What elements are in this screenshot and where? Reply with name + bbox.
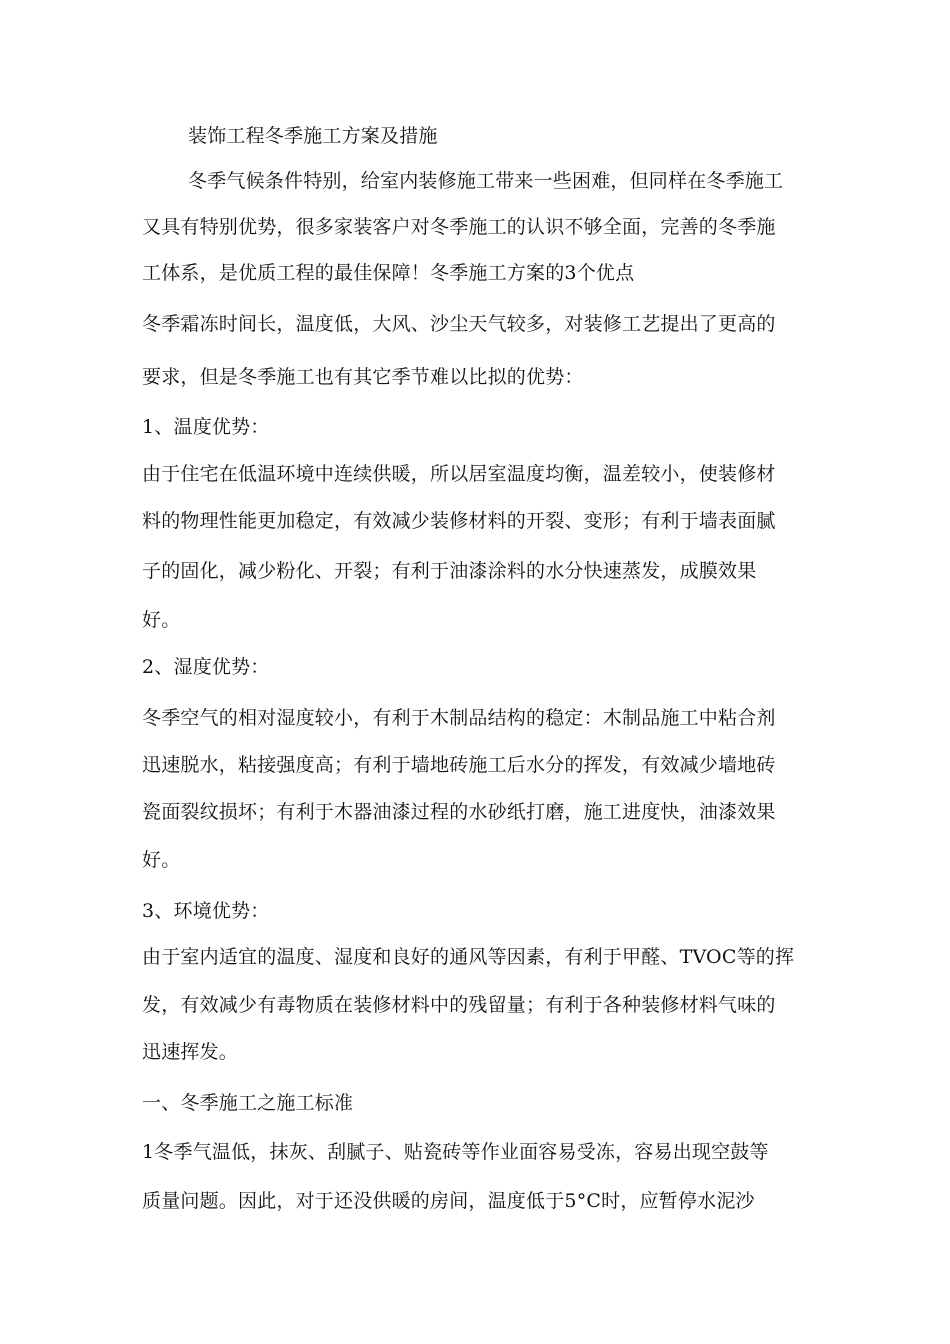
intro-line-1: 冬季气候条件特别，给室内装修施工带来一些困难，但同样在冬季施工 bbox=[188, 170, 784, 192]
temperature-line-1: 由于住宅在低温环境中连续供暖，所以居室温度均衡，温差较小，使装修材 bbox=[142, 463, 776, 485]
standard-line-2: 质量问题。因此，对于还没供暖的房间，温度低于5°C时，应暂停水泥沙 bbox=[142, 1190, 755, 1212]
intro-line-2: 又具有特别优势，很多家装客户对冬季施工的认识不够全面，完善的冬季施 bbox=[142, 216, 776, 238]
standard-line-1: 1冬季气温低，抹灰、刮腻子、贴瓷砖等作业面容易受冻，容易出现空鼓等 bbox=[142, 1141, 769, 1163]
humidity-line-1: 冬季空气的相对湿度较小，有利于木制品结构的稳定：木制品施工中粘合剂 bbox=[142, 707, 776, 729]
environment-heading: 3、环境优势： bbox=[142, 900, 270, 922]
temperature-line-3: 子的固化，减少粉化、开裂；有利于油漆涂料的水分快速蒸发，成膜效果 bbox=[142, 560, 757, 582]
temperature-line-4: 好。 bbox=[142, 609, 181, 631]
environment-line-2: 发，有效减少有毒物质在装修材料中的残留量；有利于各种装修材料气味的 bbox=[142, 994, 776, 1016]
environment-line-1: 由于室内适宜的温度、湿度和良好的通风等因素，有利于甲醛、TVOC等的挥 bbox=[142, 946, 795, 968]
standard-heading: 一、冬季施工之施工标准 bbox=[142, 1092, 354, 1114]
temperature-line-2: 料的物理性能更加稳定，有效减少装修材料的开裂、变形；有利于墙表面腻 bbox=[142, 510, 776, 532]
humidity-heading: 2、湿度优势： bbox=[142, 656, 270, 678]
environment-line-3: 迅速挥发。 bbox=[142, 1041, 239, 1063]
overview-line-2: 要求，但是冬季施工也有其它季节难以比拟的优势： bbox=[142, 366, 584, 388]
humidity-line-2: 迅速脱水，粘接强度高；有利于墙地砖施工后水分的挥发，有效减少墙地砖 bbox=[142, 754, 776, 776]
document-title: 装饰工程冬季施工方案及措施 bbox=[188, 125, 438, 147]
temperature-heading: 1、温度优势： bbox=[142, 416, 270, 438]
intro-line-3: 工体系，是优质工程的最佳保障！冬季施工方案的3个优点 bbox=[142, 262, 635, 284]
humidity-line-4: 好。 bbox=[142, 849, 181, 871]
overview-line-1: 冬季霜冻时间长，温度低，大风、沙尘天气较多，对装修工艺提出了更高的 bbox=[142, 313, 776, 335]
humidity-line-3: 瓷面裂纹损坏；有利于木器油漆过程的水砂纸打磨，施工进度快，油漆效果 bbox=[142, 801, 776, 823]
